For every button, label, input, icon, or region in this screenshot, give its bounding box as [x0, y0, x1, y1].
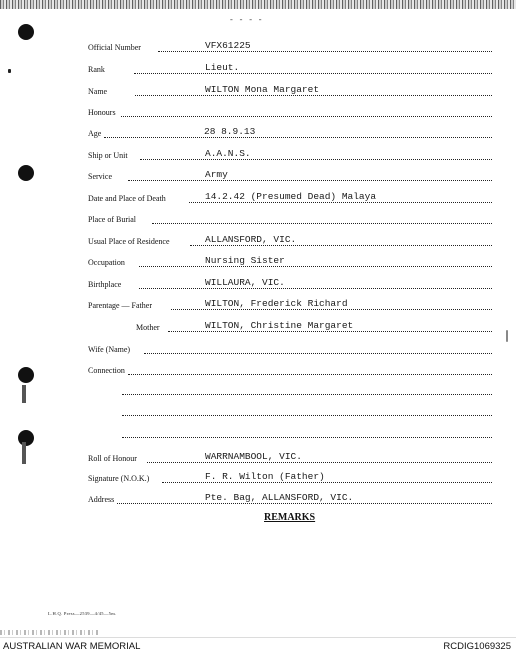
field-name	[88, 84, 492, 98]
field-ship-or-unit	[88, 148, 492, 162]
field-roll-of-honour	[88, 451, 492, 465]
dotted-leader	[128, 374, 492, 375]
print-reference: L.H.Q. Press—2539—4/45—5m.	[48, 611, 117, 616]
scan-speck	[8, 69, 11, 73]
field-label: Birthplace	[88, 280, 122, 289]
dotted-leader	[104, 137, 492, 138]
punch-hole	[18, 430, 34, 446]
field-label: Date and Place of Death	[88, 194, 166, 203]
field-wife-name	[88, 342, 492, 356]
field-rank	[88, 62, 492, 76]
field-mother	[136, 320, 492, 334]
field-value: Pte. Bag, ALLANSFORD, VIC.	[205, 492, 354, 503]
field-label: Service	[88, 172, 112, 181]
field-label: Parentage — Father	[88, 301, 152, 310]
dotted-leader	[162, 482, 492, 483]
field-label: Name	[88, 87, 108, 96]
field-label: Signature (N.O.K.)	[88, 474, 150, 483]
field-value: WILTON, Christine Margaret	[205, 320, 354, 331]
field-label: Mother	[136, 323, 160, 332]
scan-edge-noise	[0, 630, 100, 635]
dotted-leader	[171, 309, 492, 310]
field-signature-n-o-k	[88, 471, 492, 485]
dotted-leader	[147, 462, 492, 463]
field-label: Connection	[88, 366, 125, 375]
scan-speck	[506, 330, 508, 342]
field-value: 14.2.42 (Presumed Dead) Malaya	[205, 191, 377, 202]
field-value: Army	[205, 169, 228, 180]
dotted-leader	[139, 288, 492, 289]
field-value: 28 8.9.13	[204, 126, 256, 137]
field-label: Age	[88, 129, 102, 138]
dotted-leader	[190, 245, 492, 246]
dotted-leader	[128, 180, 492, 181]
field-value: A.A.N.S.	[205, 148, 251, 159]
field-service	[88, 169, 492, 183]
field-value: WILTON, Frederick Richard	[205, 298, 348, 309]
field-label: Honours	[88, 108, 116, 117]
stray-mark: - - - -	[229, 16, 263, 25]
dotted-leader	[135, 95, 492, 96]
field-value: WILTON Mona Margaret	[205, 84, 320, 95]
remarks-heading: REMARKS	[264, 512, 316, 523]
dotted-leader	[158, 51, 492, 52]
field-label: Place of Burial	[88, 215, 136, 224]
field-address	[88, 492, 492, 506]
field-value: WARRNAMBOOL, VIC.	[205, 451, 302, 462]
field-label: Ship or Unit	[88, 151, 128, 160]
punch-hole	[18, 24, 34, 40]
field-value: F. R. Wilton (Father)	[205, 471, 325, 482]
punch-hole	[18, 367, 34, 383]
scan-edge-noise	[0, 0, 516, 9]
dotted-leader	[139, 266, 492, 267]
field-label: Address	[88, 495, 115, 504]
field-official-number	[88, 40, 492, 54]
record-id: RCDIG1069325	[443, 641, 511, 652]
field-value: Lieut.	[205, 62, 240, 73]
field-label: Usual Place of Residence	[88, 237, 170, 246]
dotted-leader	[152, 223, 492, 224]
field-usual-place-of-residence	[88, 234, 492, 248]
field-value: VFX61225	[205, 40, 251, 51]
archive-name: AUSTRALIAN WAR MEMORIAL	[3, 641, 141, 652]
field-value: WILLAURA, VIC.	[205, 277, 285, 288]
field-place-of-burial	[88, 212, 492, 226]
field-age	[88, 126, 492, 140]
field-connection	[88, 363, 492, 377]
field-occupation	[88, 255, 492, 269]
dotted-leader	[134, 73, 492, 74]
binder-mark	[22, 442, 26, 464]
connection-line	[122, 394, 492, 395]
field-value: Nursing Sister	[205, 255, 285, 266]
field-label: Rank	[88, 65, 105, 74]
field-value: ALLANSFORD, VIC.	[205, 234, 297, 245]
connection-line	[122, 415, 492, 416]
dotted-leader	[140, 159, 492, 160]
dotted-leader	[144, 353, 492, 354]
punch-hole	[18, 165, 34, 181]
dotted-leader	[189, 202, 492, 203]
field-label: Roll of Honour	[88, 454, 137, 463]
field-birthplace	[88, 277, 492, 291]
binder-mark	[22, 385, 26, 403]
field-label: Wife (Name)	[88, 345, 131, 354]
connection-line	[122, 437, 492, 438]
field-honours	[88, 105, 492, 119]
field-parentage-father	[88, 298, 492, 312]
dotted-leader	[121, 116, 492, 117]
field-label: Occupation	[88, 258, 125, 267]
dotted-leader	[117, 503, 492, 504]
dotted-leader	[168, 331, 492, 332]
field-label: Official Number	[88, 43, 141, 52]
field-date-and-place-of-death	[88, 191, 492, 205]
archive-footer	[0, 637, 516, 655]
